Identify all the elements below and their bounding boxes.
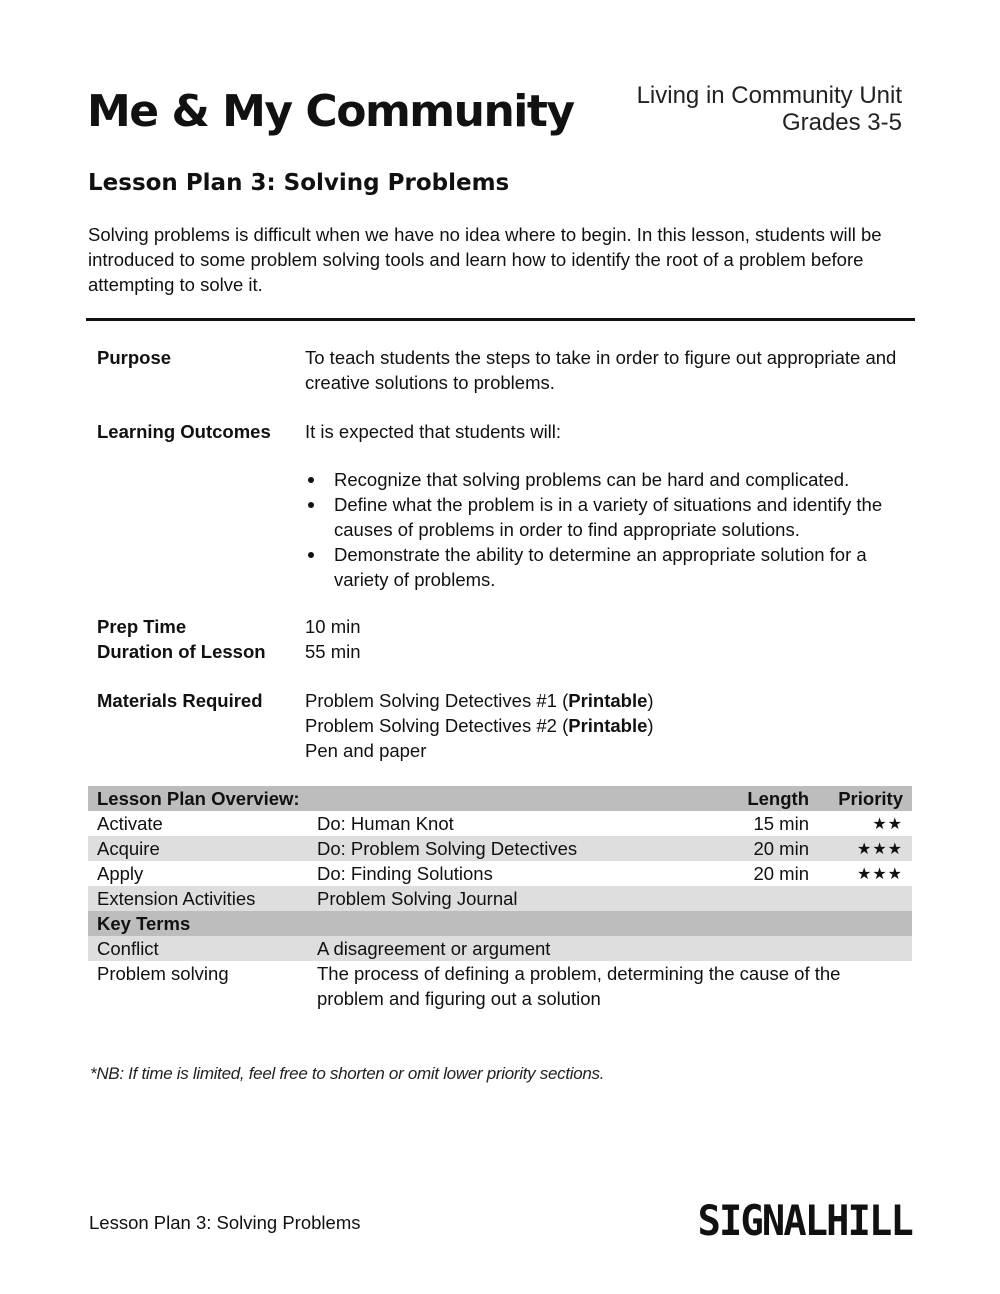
priority-stars bbox=[818, 886, 912, 911]
priority-note: *NB: If time is limited, feel free to shorten or omit lower priority sections. bbox=[90, 1064, 605, 1083]
material-item: Problem Solving Detectives #1 (Printable) bbox=[305, 690, 654, 711]
materials-list bbox=[305, 688, 910, 763]
purpose-text: To teach students the steps to take in order to figure out appropriate and creative solutions to problems. bbox=[305, 347, 897, 393]
priority-stars: ★★ bbox=[818, 811, 912, 836]
stage-name: Acquire bbox=[88, 836, 308, 861]
stage-length: 20 min bbox=[718, 836, 818, 861]
stage-activity: Do: Human Knot bbox=[308, 811, 718, 836]
outcomes-intro: It is expected that students will: bbox=[305, 421, 562, 442]
lesson-overview-table bbox=[88, 786, 912, 1012]
outcome-item: Recognize that solving problems can be hard and complicated. bbox=[334, 467, 910, 492]
term-definition: A disagreement or argument bbox=[308, 936, 912, 961]
stage-name: Extension Activities bbox=[88, 886, 308, 911]
page-title: Me & My Community bbox=[87, 86, 574, 137]
stage-length: 15 min bbox=[718, 811, 818, 836]
timing-labels bbox=[97, 614, 266, 664]
table-row bbox=[88, 861, 912, 886]
footer-lesson-title: Lesson Plan 3: Solving Problems bbox=[89, 1212, 361, 1233]
purpose-label: Purpose bbox=[97, 347, 172, 368]
table-row bbox=[88, 936, 912, 961]
section-divider bbox=[86, 318, 915, 321]
printable-link[interactable]: Printable bbox=[568, 690, 648, 711]
outcome-item: Demonstrate the ability to determine an appropriate solution for a variety of problems. bbox=[334, 542, 910, 592]
prep-time-value: 10 min bbox=[305, 616, 361, 637]
term-name: Conflict bbox=[88, 936, 308, 961]
table-row bbox=[88, 811, 912, 836]
table-row bbox=[88, 886, 912, 911]
priority-header: Priority bbox=[818, 786, 912, 811]
stage-length bbox=[718, 886, 818, 911]
unit-name: Living in Community Unit bbox=[636, 82, 902, 109]
grade-range: Grades 3-5 bbox=[781, 109, 902, 136]
materials-label: Materials Required bbox=[97, 690, 263, 711]
priority-stars: ★★★ bbox=[818, 836, 912, 861]
table-row bbox=[88, 961, 912, 1012]
outcomes-label: Learning Outcomes bbox=[97, 421, 271, 442]
stage-length: 20 min bbox=[718, 861, 818, 886]
prep-time-label: Prep Time bbox=[97, 616, 187, 637]
overview-title: Lesson Plan Overview: bbox=[88, 786, 718, 811]
stage-activity: Problem Solving Journal bbox=[308, 886, 718, 911]
term-name: Problem solving bbox=[88, 961, 308, 1012]
duration-label: Duration of Lesson bbox=[97, 641, 266, 662]
outcomes-list bbox=[305, 467, 910, 592]
signalhill-logo: SIGNALHILL bbox=[697, 1196, 912, 1245]
material-item: Problem Solving Detectives #2 (Printable) bbox=[305, 715, 654, 736]
term-definition: The process of defining a problem, determining the cause of the problem and figuring out a solution bbox=[308, 961, 912, 1012]
unit-info bbox=[637, 82, 902, 136]
lesson-intro: Solving problems is difficult when we have no idea where to begin. In this lesson, students will be introduced to some problem solving tools and learn how to identify the root of a problem before attempting to solve it. bbox=[88, 224, 882, 295]
key-terms-label: Key Terms bbox=[88, 911, 912, 936]
material-item: Pen and paper bbox=[305, 740, 427, 761]
timing-values bbox=[305, 614, 910, 664]
overview-header-row bbox=[88, 786, 912, 811]
length-header: Length bbox=[718, 786, 818, 811]
priority-stars: ★★★ bbox=[818, 861, 912, 886]
printable-link[interactable]: Printable bbox=[568, 715, 648, 736]
stage-activity: Do: Finding Solutions bbox=[308, 861, 718, 886]
stage-activity: Do: Problem Solving Detectives bbox=[308, 836, 718, 861]
outcomes-content bbox=[305, 419, 910, 592]
stage-name: Activate bbox=[88, 811, 308, 836]
key-terms-header-row bbox=[88, 911, 912, 936]
duration-value: 55 min bbox=[305, 641, 361, 662]
lesson-title: Lesson Plan 3: Solving Problems bbox=[88, 170, 510, 196]
table-row bbox=[88, 836, 912, 861]
stage-name: Apply bbox=[88, 861, 308, 886]
outcome-item: Define what the problem is in a variety of situations and identify the causes of problems in order to find appropriate solutions. bbox=[334, 492, 910, 542]
